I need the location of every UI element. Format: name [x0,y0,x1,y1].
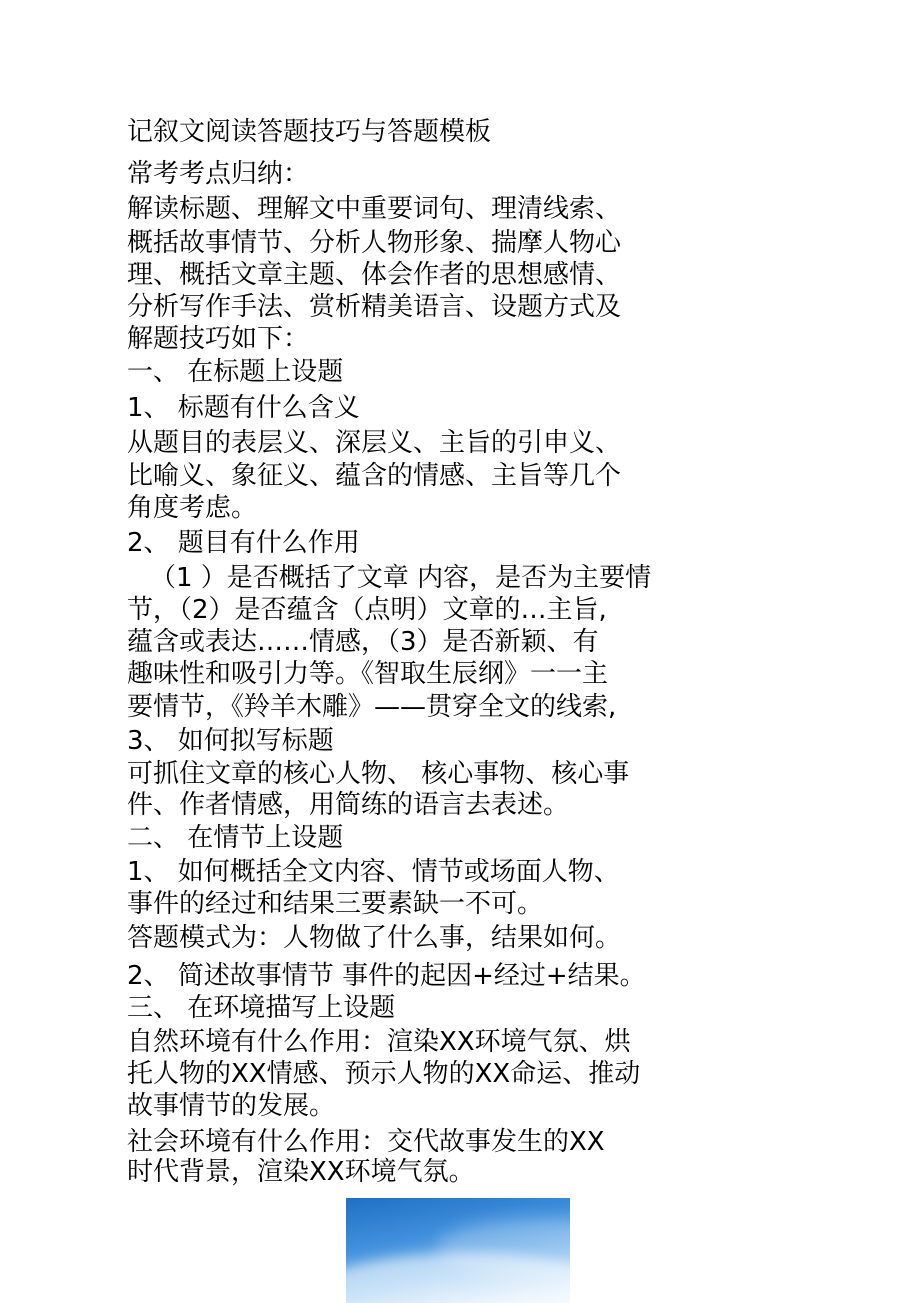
text-line-4: 理、概括文章主题、体会作者的思想感情、 [127,260,622,290]
text-line-19: 可抓住文章的核心人物、 核心事物、核心事 [127,759,630,789]
text-line-27: 自然环境有什么作用：渲染XX环境气氛、烘 [127,1027,631,1057]
text-line-10: 比喻义、象征义、蕴含的情感、主旨等几个 [127,461,622,491]
text-line-14: 节，（2）是否蕴含（点明）文章的…主旨, [127,595,607,625]
subheading-2-2: 2、 简述故事情节 事件的起因+经过+结果。 [127,961,646,991]
text-line-6: 解题技巧如下： [127,324,310,354]
image-haze-lower [346,1253,570,1303]
text-line-9: 从题目的表层义、深层义、主旨的引申义、 [127,428,622,458]
subheading-1-2: 2、 题目有什么作用 [127,528,360,558]
text-line-31: 时代背景，渲染XX环境气氛。 [127,1157,475,1187]
text-line-17: 要情节，《羚羊木雕》——贯穿全文的线索, [127,692,617,722]
text-line-13: （1 ）是否概括了文章 内容，是否为主要情 [150,563,652,593]
text-line-16: 趣味性和吸引力等。《智取生辰纲》一一主 [127,659,609,689]
subheading-1-3: 3、 如何拟写标题 [127,726,334,756]
document-title: 记叙文阅读答题技巧与答题模板 [127,117,492,147]
text-line-28: 托人物的XX情感、预示人物的XX命运、推动 [127,1059,641,1089]
text-line-2: 解读标题、理解文中重要词句、理清线索、 [127,194,622,224]
text-line-1: 常考考点归纳： [127,159,310,189]
section-heading-2: 二、 在情节上设题 [127,823,344,853]
section-heading-1: 一、 在标题上设题 [127,357,344,387]
text-line-3: 概括故事情节、分析人物形象、揣摩人物心 [127,228,622,258]
text-line-15: 蕴含或表达……情感，（3）是否新颖、有 [127,627,599,657]
text-line-20: 件、作者情感，用简练的语言去表述。 [127,790,570,820]
subheading-1-1: 1、 标题有什么含义 [127,393,360,423]
sky-image [346,1198,570,1303]
text-line-24: 答题模式为：人物做了什么事，结果如何。 [127,923,622,953]
text-line-23: 事件的经过和结果三要素缺一不可。 [127,889,544,919]
text-line-29: 故事情节的发展。 [127,1091,336,1121]
text-line-5: 分析写作手法、赏析精美语言、设题方式及 [127,292,622,322]
text-line-30: 社会环境有什么作用：交代故事发生的XX [127,1127,605,1157]
subheading-2-1: 1、 如何概括全文内容、情节或场面人物、 [127,857,620,887]
section-heading-3: 三、 在环境描写上设题 [127,993,396,1023]
text-line-11: 角度考虑。 [127,493,258,523]
